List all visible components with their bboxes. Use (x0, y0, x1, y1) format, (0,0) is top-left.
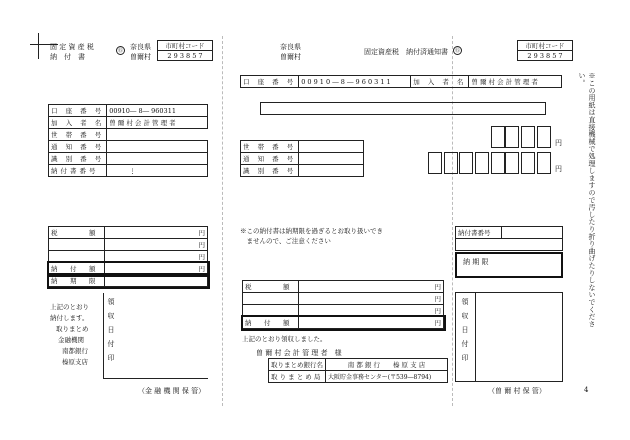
middle-circle-number: ⑮ (454, 48, 460, 54)
tax-label (49, 251, 105, 263)
amount-yen: 円 (555, 165, 562, 173)
row-value: ⋮ (107, 165, 208, 177)
table-row (49, 153, 208, 165)
table-row (49, 275, 208, 287)
row-label: 通 知 番 号 (241, 153, 299, 165)
subscriber-value: 曽 爾 村 会 計 管 理 者 (469, 76, 562, 88)
table-row (49, 165, 208, 177)
table-row (269, 371, 448, 383)
amount-square (537, 126, 551, 148)
received-line: 納付します。 (50, 314, 89, 322)
left-title-line1: 固 定 資 産 税 (50, 43, 94, 51)
table-row (243, 293, 444, 305)
amount-square (475, 152, 489, 174)
table-row (49, 129, 208, 141)
right-stamp-label: 領収日付印 (461, 298, 469, 368)
received-line: 金融機関 (58, 336, 84, 344)
received-line: 南都銀行 (62, 347, 88, 355)
amount-square (521, 152, 535, 174)
left-title-line2: 納 付 書 (50, 53, 85, 61)
table-row (269, 359, 448, 371)
amount-square (521, 126, 535, 148)
table-row (241, 141, 364, 153)
yen-unit: 円 (105, 263, 208, 275)
amount-square (428, 152, 442, 174)
bank-value: 大阪貯金事務センター(〒539―8794) (326, 371, 448, 383)
left-town: 曽爾村 (130, 53, 151, 61)
right-deadline-label: 納 期 限 (463, 258, 489, 266)
middle-recipient: 曽 爾 村 会 計 管 理 者 様 (256, 349, 342, 357)
middle-account-table (240, 75, 562, 88)
table-row (49, 251, 208, 263)
row-label: 識 別 番 号 (49, 153, 107, 165)
amount-square (444, 152, 458, 174)
row-label: 世 帯 番 号 (241, 141, 299, 153)
table-row (241, 76, 562, 88)
received-line: 榛原支店 (62, 358, 88, 366)
left-code-label: 市町村コード (158, 41, 213, 51)
row-value: 00910― 8― 960311 (107, 105, 208, 117)
right-stamp-box (455, 292, 563, 382)
amount-square (537, 152, 551, 174)
table-row (241, 153, 364, 165)
middle-info-table (240, 140, 364, 177)
tax-label: 税 額 (49, 227, 105, 239)
left-received-text (50, 302, 89, 368)
table-row (456, 227, 563, 239)
divider-right (452, 36, 453, 406)
middle-received: 上記のとおり領収しました。 (242, 335, 327, 343)
yen-unit: 円 (299, 305, 444, 317)
received-line: 上記のとおり (50, 303, 89, 311)
middle-town: 曽爾村 (280, 53, 301, 61)
middle-note (240, 226, 383, 246)
left-circle-number: ⑮ (117, 48, 123, 54)
row-label: 加 入 者 名 (49, 117, 107, 129)
middle-title: 固定資産税 納付済通知書 (364, 48, 448, 56)
row-label: 通 知 番 号 (49, 141, 107, 153)
yen-unit: 円 (299, 293, 444, 305)
amount-square (505, 152, 519, 174)
amount-square (459, 152, 473, 174)
table-row (49, 105, 208, 117)
bank-value: 南 都 銀 行 榛 原 支 店 (326, 359, 448, 371)
left-info-table (48, 104, 208, 177)
middle-pref: 奈良県 (280, 43, 301, 51)
tax-label (243, 293, 299, 305)
table-row (243, 305, 444, 317)
table-row (241, 165, 364, 177)
amount-yen: 円 (555, 139, 562, 147)
bank-label: 取 り ま と め 局 (269, 371, 326, 383)
yen-unit: 円 (105, 251, 208, 263)
note-line: ませんので、ご注意ください (240, 237, 331, 245)
slip-value (502, 227, 563, 239)
table-row (456, 239, 563, 251)
row-value (299, 153, 364, 165)
row-label: 口 座 番 号 (49, 105, 107, 117)
bank-label: 取りまとめ銀行名 (269, 359, 326, 371)
right-slip-table (455, 226, 563, 251)
middle-long-field (260, 102, 546, 115)
right-stamp-divider (475, 292, 476, 382)
row-label: 識 別 番 号 (241, 165, 299, 177)
right-code-value: 2 9 3 8 5 7 (518, 51, 573, 61)
yen-unit: 円 (105, 227, 208, 239)
right-footer: （曽 爾 村 保 管） (488, 387, 546, 395)
left-code-value: 2 9 3 8 5 7 (158, 51, 213, 61)
table-row (49, 141, 208, 153)
right-deadline-box (455, 252, 563, 278)
yen-unit: 円 (299, 281, 444, 293)
row-value (299, 165, 364, 177)
yen-unit: 円 (299, 317, 444, 329)
divider-left (222, 36, 223, 406)
row-value: 曽 爾 村 会 計 管 理 者 (107, 117, 208, 129)
subscriber-label: 加 入 者 名 (411, 76, 469, 88)
tax-label: 納 付 額 (49, 263, 105, 275)
amount-square (491, 152, 505, 174)
tax-label: 税 額 (243, 281, 299, 293)
note-line: ※この納付書は納期限を過ぎるとお取り扱いでき (240, 227, 383, 235)
table-row (49, 227, 208, 239)
right-code-label: 市町村コード (518, 41, 573, 51)
table-row (49, 117, 208, 129)
slip-label: 納付書番号 (456, 227, 502, 239)
yen-unit: 円 (105, 239, 208, 251)
tax-label: 納 付 額 (243, 317, 299, 329)
slip-blank (456, 239, 563, 251)
row-label: 納付書番号 (49, 165, 107, 177)
row-value (299, 141, 364, 153)
row-value (107, 153, 208, 165)
account-label: 口 座 番 号 (241, 76, 299, 88)
received-line: 取りまとめ (56, 325, 89, 333)
amount-square (505, 126, 519, 148)
yen-unit (105, 275, 208, 287)
table-row (49, 239, 208, 251)
row-label: 世 帯 番 号 (49, 129, 107, 141)
tax-label: 納 期 限 (49, 275, 105, 287)
account-value: 0 0 9 1 0 ― 8 ― 9 6 0 3 1 1 (299, 76, 411, 88)
left-code-box (157, 40, 213, 61)
right-code-box (517, 40, 573, 61)
left-stamp-box (103, 293, 208, 379)
left-stamp-label: 領収日付印 (107, 298, 115, 368)
left-footer: （金 融 機 関 保 管） (138, 387, 206, 395)
left-pref: 奈良県 (130, 43, 151, 51)
page-number: 4 (584, 386, 589, 394)
tax-label (243, 305, 299, 317)
row-value (107, 129, 208, 141)
amount-square (491, 126, 505, 148)
left-corner-mark (38, 33, 39, 59)
middle-tax-table (242, 280, 444, 329)
tax-label (49, 239, 105, 251)
table-row (243, 317, 444, 329)
left-tax-table (48, 226, 208, 287)
table-row (49, 263, 208, 275)
right-side-note: ※この用紙は直接機械で処理しますので汚したり折り曲げたりしないでください。 (578, 72, 596, 328)
table-row (243, 281, 444, 293)
middle-bank-table (268, 358, 448, 383)
row-value (107, 141, 208, 153)
